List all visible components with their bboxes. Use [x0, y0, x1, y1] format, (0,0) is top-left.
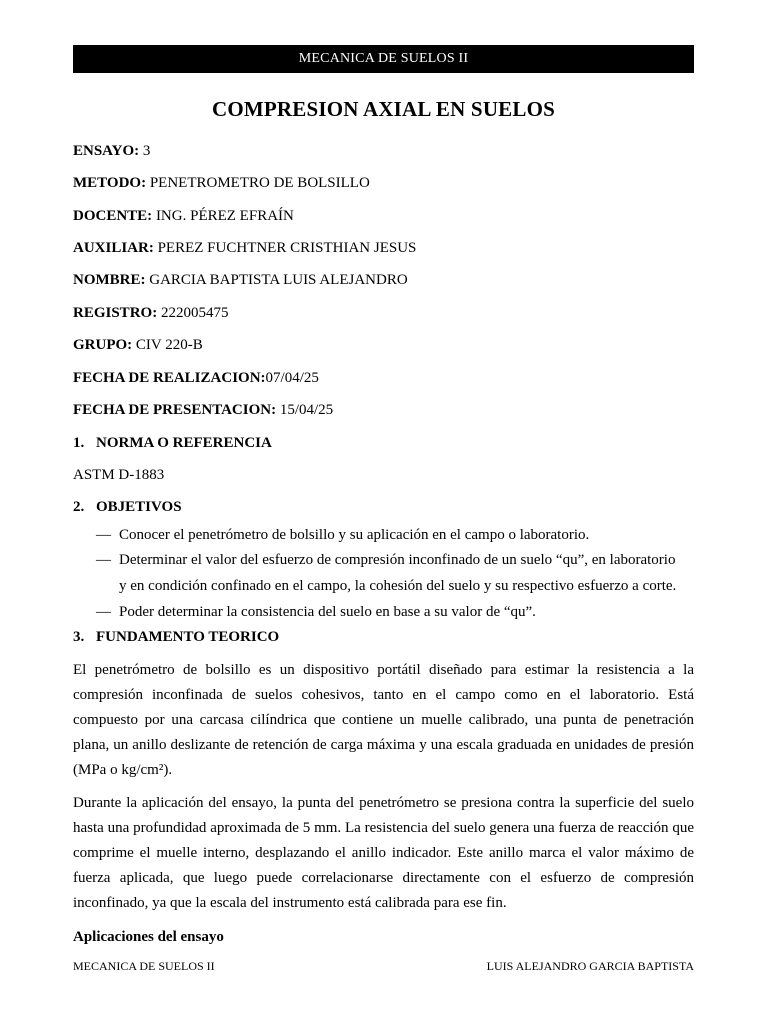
field-nombre [73, 272, 408, 289]
field-label: REGISTRO: [73, 305, 158, 321]
field-label: ENSAYO: [73, 143, 140, 159]
field-value: 15/04/25 [276, 402, 334, 418]
section-title: FUNDAMENTO TEORICO [96, 629, 280, 645]
objective-text: Poder determinar la consistencia del suelo en base a su valor de “qu”. [119, 604, 536, 620]
field-label: NOMBRE: [73, 272, 146, 288]
section-title: NORMA O REFERENCIA [96, 435, 272, 451]
section-title: OBJETIVOS [96, 499, 182, 515]
objective-item [96, 604, 536, 621]
field-label: DOCENTE: [73, 208, 153, 224]
footer-course: MECANICA DE SUELOS II [73, 959, 215, 973]
field-value: PEREZ FUCHTNER CRISTHIAN JESUS [153, 240, 417, 256]
objective-continuation: y en condición confinado en el campo, la cohesión del suelo y su respectivo esfuerzo a corte. [119, 578, 677, 594]
header-bar: MECANICA DE SUELOS II [73, 45, 694, 73]
field-grupo [73, 337, 203, 354]
section-heading-fundamento [73, 629, 279, 646]
norma-text: ASTM D-1883 [73, 467, 165, 483]
section-number: 1. [73, 435, 85, 451]
field-label: AUXILIAR: [73, 240, 154, 256]
field-label: FECHA DE PRESENTACION: [73, 402, 277, 418]
field-ensayo [73, 143, 150, 160]
field-label: FECHA DE REALIZACION: [73, 370, 266, 386]
paragraph-2: Durante la aplicación del ensayo, la punta del penetrómetro se presiona contra la superficie del suelo hasta una profundidad aproximada de 5 mm. La resistencia del suelo genera una fuerza de reacción que comprime el muelle interno, desplazando el anillo indicador. Este anillo marca el valor máximo de fuerza aplicada, que luego puede correlacionarse directamente con el esfuerzo de compresión inconfinado, ya que la escala del instrumento está calibrada para ese fin. [73, 795, 694, 911]
section-heading-objetivos [73, 499, 182, 516]
field-label: METODO: [73, 175, 147, 191]
objective-item [96, 527, 589, 544]
dash-bullet: — [96, 552, 111, 568]
field-fecha-presentacion [73, 402, 333, 419]
section-heading-norma [73, 435, 272, 452]
dash-bullet: — [96, 604, 111, 620]
objective-text: Conocer el penetrómetro de bolsillo y su aplicación en el campo o laboratorio. [119, 527, 590, 543]
field-value: ING. PÉREZ EFRAÍN [152, 208, 294, 224]
paragraph-1: El penetrómetro de bolsillo es un dispositivo portátil diseñado para estimar la resistencia a la compresión inconfinada de suelos cohesivos, tanto en el campo como en el laboratorio. Está compuesto por una carcasa cilíndrica que contiene un muelle calibrado, una punta de penetración plana, un anillo deslizante de retención de carga máxima y una escala graduada en unidades de presión (MPa o kg/cm²). [73, 662, 694, 778]
dash-bullet: — [96, 527, 111, 543]
field-value: 3 [139, 143, 151, 159]
field-registro [73, 305, 228, 322]
field-metodo [73, 175, 370, 192]
field-value: GARCIA BAPTISTA LUIS ALEJANDRO [145, 272, 408, 288]
field-docente [73, 208, 294, 225]
field-value: 07/04/25 [265, 370, 319, 386]
section-number: 2. [73, 499, 85, 515]
field-value: CIV 220-B [132, 337, 203, 353]
subheading-aplicaciones: Aplicaciones del ensayo [73, 929, 224, 945]
field-auxiliar [73, 240, 416, 257]
field-value: PENETROMETRO DE BOLSILLO [146, 175, 370, 191]
footer-author: LUIS ALEJANDRO GARCIA BAPTISTA [486, 959, 694, 973]
field-fecha-realizacion [73, 370, 319, 387]
page-title: COMPRESION AXIAL EN SUELOS [211, 97, 556, 121]
objective-text: Determinar el valor del esfuerzo de compresión inconfinado de un suelo “qu”, en laboratorio [119, 552, 676, 568]
field-label: GRUPO: [73, 337, 133, 353]
objective-item [96, 552, 675, 569]
section-number: 3. [73, 629, 85, 645]
field-value: 222005475 [157, 305, 229, 321]
